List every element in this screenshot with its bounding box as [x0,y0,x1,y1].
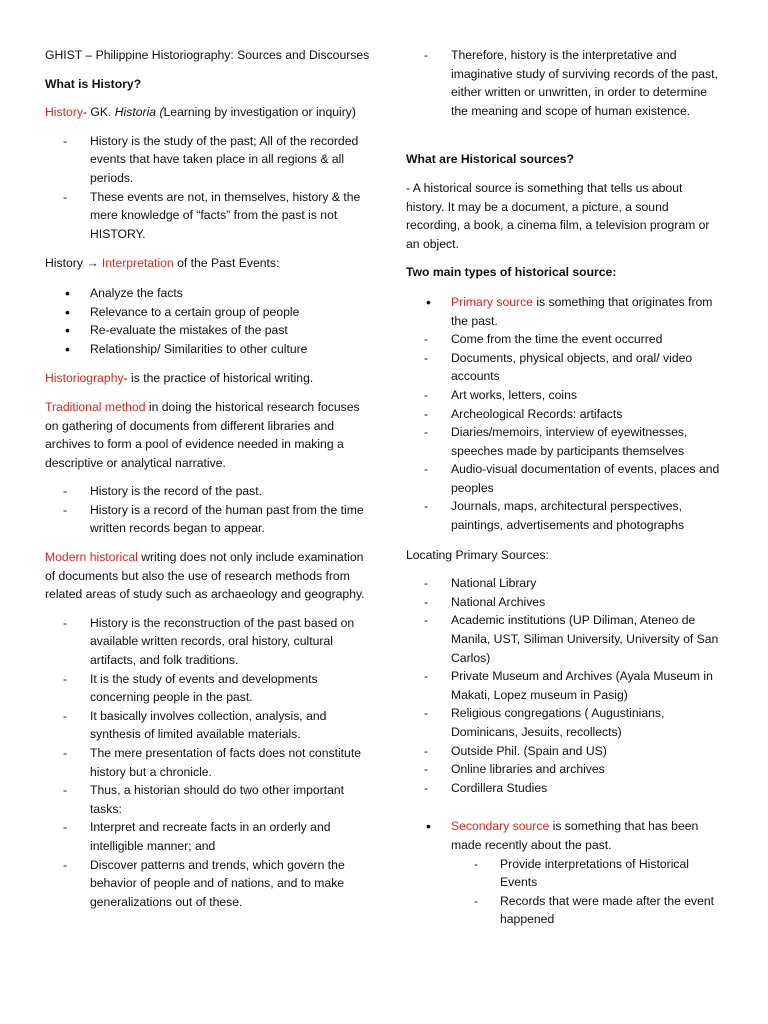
interpretation-list [45,284,370,358]
term-secondary-source: Secondary source [451,819,550,834]
list-item: • Analyze the facts [45,284,370,303]
list-item: - Archeological Records: artifacts [406,405,724,424]
list-item: - Documents, physical objects, and oral/ video accounts [406,349,724,386]
list-item: - It basically involves collection, analysis, and synthesis of limited available materials. [45,707,370,744]
history-list [45,132,370,244]
traditional-method-paragraph: Traditional method in doing the historical research focuses on gathering of documents from different libraries and archives to form a pool of evidence needed in making a descriptive or analytical narrative. [45,399,360,470]
list-item: - Journals, maps, architectural perspectives, paintings, advertisements and photographs [406,497,724,534]
list-item: - Private Museum and Archives (Ayala Museum in Makati, Lopez museum in Pasig) [406,667,724,704]
term-traditional-method: Traditional method [45,399,146,414]
list-item: - Cordillera Studies [406,779,724,798]
left-column [45,0,370,911]
list-item: • Re-evaluate the mistakes of the past [45,321,370,340]
list-item: - These events are not, in themselves, history & the mere knowledge of “facts” from the past is not HISTORY. [45,188,370,244]
list-item: - Diaries/memoirs, interview of eyewitnesses, speeches made by participants themselves [406,423,724,460]
list-item: - It is the study of events and developments concerning people in the past. [45,670,370,707]
interpretation-line: History → Interpretation of the Past Events: [45,256,280,271]
list-item: - History is the reconstruction of the past based on available written records, oral history, cultural artifacts, and folk traditions. [45,614,370,670]
list-item: - Art works, letters, coins [406,386,724,405]
document-title: GHIST – Philippine Historiography: Sources and Discourses [45,48,370,62]
secondary-source-bullet [406,817,724,854]
history-definition: History- GK. Historia (Learning by investigation or inquiry) [45,105,356,120]
list-item: • Relevance to a certain group of people [45,303,370,322]
modern-historical-paragraph: Modern historical writing does not only include examination of documents but also the use of research methods from related areas of study such as archaeology and geography. [45,550,365,602]
right-arrow-icon: → [86,256,99,271]
list-item: - Online libraries and archives [406,760,724,779]
list-item: - History is the study of the past; All of the recorded events that have taken place in all regions & all periods. [45,132,370,188]
secondary-source-list [452,855,724,929]
list-item: - Discover patterns and trends, which govern the behavior of people and of nations, and to make generalizations out of these. [45,856,370,912]
list-item: - Outside Phil. (Spain and US) [406,742,724,761]
traditional-list [45,482,370,538]
modern-list [45,614,370,912]
list-item: - Provide interpretations of Historical Events [452,855,724,892]
historiography-definition: Historiography- is the practice of historical writing. [45,371,314,386]
primary-source-bullet [406,293,724,330]
list-item: - The mere presentation of facts does not constitute history but a chronicle. [45,744,370,781]
list-item: - Therefore, history is the interpretative and imaginative study of surviving records of the past, either written or unwritten, in order to determine the meaning and scope of human existence. [406,46,724,120]
list-item: - Thus, a historian should do two other important tasks: [45,781,370,818]
list-item: - Come from the time the event occurred [406,330,724,349]
term-history: History [45,105,83,120]
list-item: - Academic institutions (UP Diliman, Ateneo de Manila, UST, Siliman University, University of San Carlos) [406,611,724,667]
list-item: - Religious congregations ( Augustinians, Dominicans, Jesuits, recollects) [406,704,724,741]
list-item: - National Library [406,574,724,593]
primary-source-definition: • Primary source is something that originates from the past. [406,293,724,330]
list-item: • Relationship/ Similarities to other culture [45,340,370,359]
heading-locating-primary-sources: Locating Primary Sources: [406,547,549,562]
list-item: - History is the record of the past. [45,482,370,501]
historical-source-definition: - A historical source is something that tells us about history. It may be a document, a picture, a sound recording, a book, a cinema film, a television program or an object. [406,180,710,251]
heading-two-main-types: Two main types of historical source: [406,265,617,280]
list-item: - History is a record of the human past from the time written records began to appear. [45,501,370,538]
locating-list [406,574,724,797]
list-item: - National Archives [406,593,724,612]
list-item: - Audio-visual documentation of events, places and peoples [406,460,724,497]
term-modern-historical: Modern historical [45,550,138,565]
term-interpretation: Interpretation [101,256,174,271]
list-item: - Interpret and recreate facts in an orderly and intelligible manner; and [45,818,370,855]
therefore-list [406,46,724,120]
secondary-source-definition: • Secondary source is something that has been made recently about the past. [406,817,724,854]
term-historiography: Historiography [45,371,124,386]
term-primary-source: Primary source [451,294,533,309]
list-item: - Records that were made after the event happened [452,892,724,929]
heading-historical-sources: What are Historical sources? [406,152,574,167]
heading-what-is-history: What is History? [45,76,142,91]
right-column [406,0,724,929]
primary-source-list [406,330,724,535]
